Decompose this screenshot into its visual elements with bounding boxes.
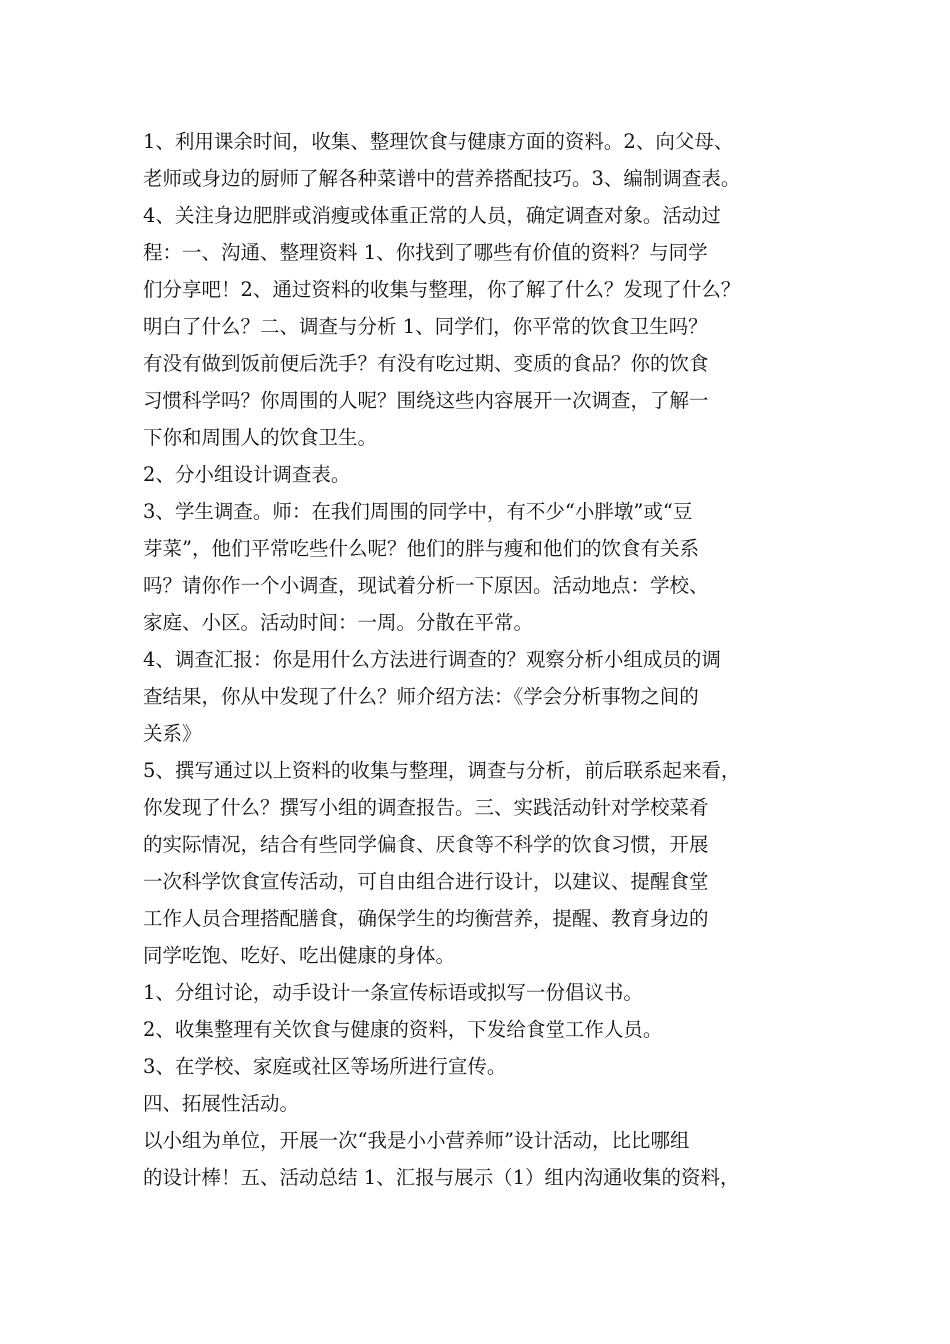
text-line: 查结果，你从中发现了什么？师介绍方法：《学会分析事物之间的	[143, 685, 699, 708]
text-line: 的实际情况，结合有些同学偏食、厌食等不科学的饮食习惯，开展	[143, 833, 709, 856]
text-line: 4、关注身边肥胖或消瘦或体重正常的人员，确定调查对象。活动过	[143, 204, 721, 227]
text-line: 习惯科学吗？你周围的人呢？围绕这些内容展开一次调查，了解一	[143, 389, 709, 412]
text-line: 你发现了什么？撰写小组的调查报告。三、实践活动针对学校菜肴	[143, 796, 709, 819]
text-line: 同学吃饱、吃好、吃出健康的身体。	[143, 944, 456, 967]
text-line: 下你和周围人的饮食卫生。	[143, 426, 378, 449]
text-line: 们分享吧！2、通过资料的收集与整理，你了解了什么？发现了什么？	[143, 278, 741, 301]
text-line: 老师或身边的厨师了解各种菜谱中的营养搭配技巧。3、编制调查表。	[143, 167, 741, 190]
text-line: 四、拓展性活动。	[143, 1092, 300, 1115]
text-line: 1、分组讨论，动手设计一条宣传标语或拟写一份倡议书。	[143, 981, 643, 1004]
document-body	[143, 123, 818, 1196]
text-line: 程：一、沟通、整理资料 1、你找到了哪些有价值的资料？与同学	[143, 241, 708, 264]
text-line: 吗？请你作一个小调查，现试着分析一下原因。活动地点：学校、	[143, 574, 709, 597]
text-line: 关系》	[143, 722, 202, 745]
text-line: 的设计棒！五、活动总结 1、汇报与展示（1）组内沟通收集的资料，	[143, 1166, 740, 1189]
text-line: 4、调查汇报：你是用什么方法进行调查的？观察分析小组成员的调	[143, 648, 721, 671]
text-line: 2、收集整理有关饮食与健康的资料，下发给食堂工作人员。	[143, 1018, 663, 1041]
text-line: 3、学生调查。师：在我们周围的同学中，有不少“小胖墩”或“豆	[143, 500, 693, 523]
text-line: 工作人员合理搭配膳食，确保学生的均衡营养，提醒、教育身边的	[143, 907, 709, 930]
text-line: 1、利用课余时间，收集、整理饮食与健康方面的资料。2、向父母、	[143, 130, 734, 153]
text-line: 芽菜”，他们平常吃些什么呢？他们的胖与瘦和他们的饮食有关系	[143, 537, 699, 560]
text-line: 以小组为单位，开展一次“我是小小营养师”设计活动，比比哪组	[143, 1129, 690, 1152]
text-line: 3、在学校、家庭或社区等场所进行宣传。	[143, 1055, 507, 1078]
text-line: 明白了什么？二、调查与分析 1、同学们，你平常的饮食卫生吗？	[143, 315, 708, 338]
text-line: 有没有做到饭前便后洗手？有没有吃过期、变质的食品？你的饮食	[143, 352, 709, 375]
text-line: 5、撰写通过以上资料的收集与整理，调查与分析，前后联系起来看，	[143, 759, 741, 782]
text-line: 一次科学饮食宣传活动，可自由组合进行设计，以建议、提醒食堂	[143, 870, 709, 893]
text-line: 家庭、小区。活动时间：一周。分散在平常。	[143, 611, 534, 634]
text-line: 2、分小组设计调查表。	[143, 463, 351, 486]
